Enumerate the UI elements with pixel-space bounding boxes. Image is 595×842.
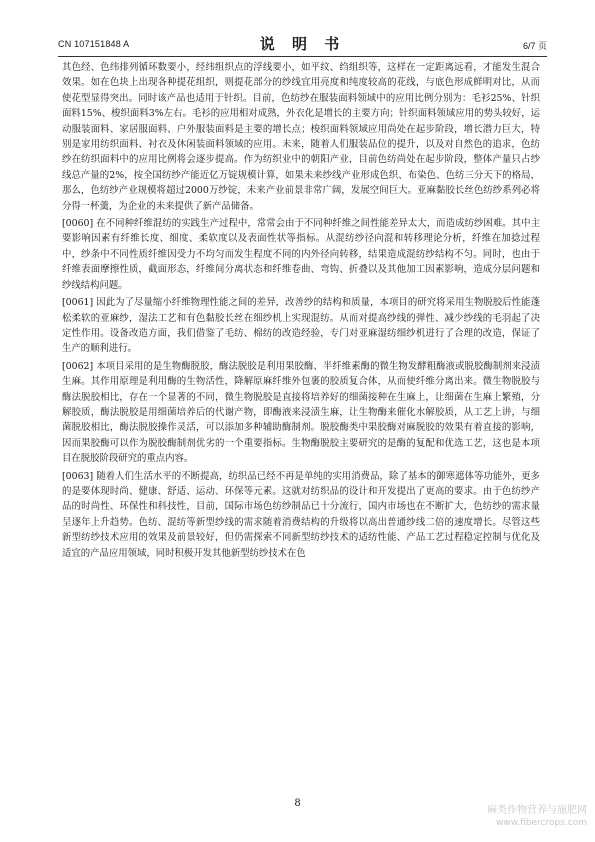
paragraph-0060 <box>62 216 540 293</box>
paragraph-text: 其色经、色纬排列循环数要小，经纬组织点的浮线要小，如平纹、绉组织等，这样在一定距离远看，才能发生混合效果。如在色块上出现各种提花组织，则提花部分的纱线宜用亮度和纯度较高的花线，与底色形成鲜明对比，从而使花型显得突出。同时该产品也适用于针织。目前，色纺纱在服装面料领域中的应用比例分别为：毛衫25%、针织面料15%、梭织面料3%左右。毛衫的应用相对成熟，外衣化是增长的主要方向；针织面料领域应用的势头较好，运动服装面料、家居服面料、户外服装面料是主要的增长点；梭织面料领域应用尚处在起步阶段，增长潜力巨大，特别是家用纺织面料、衬衣及休闲装面料领域的应用。未来，随着人们服装品位的提升，以及对自然色的追求，色纺纱在纺织面料中的应用比例将会逐步提高。作为纺织业中的朝阳产业，目前色纺尚处在起步阶段，整体产量只占纱线总产量的2%，按全国纺纱产能近亿万锭规模计算，如果未来纱线产业形成色织、布染色、色纺三分天下的格局，那么，色纺纱产业规模将超过2000万纱锭，未来产业前景非常广阔，发展空间巨大。亚麻黏胶长丝色纺纱系列必将分得一杯羹，为企业的未来提供了新产品储备。 <box>62 62 540 212</box>
page-number: 8 <box>294 798 301 809</box>
watermark-url: www.fibercrops.com <box>496 818 587 828</box>
document-body <box>62 60 540 563</box>
watermark-title: 麻类作物营养与施肥网 <box>487 805 587 816</box>
page-header <box>58 33 547 57</box>
paragraph-number: [0060] <box>62 218 94 230</box>
patent-number: CN 107151848 A <box>58 39 130 49</box>
paragraph-number: [0061] <box>62 297 94 309</box>
paragraph-text: 随着人们生活水平的不断提高，纺织品已经不再是单纯的实用消费品，除了基本的御寒遮体等功能外，更多的是要体现时尚、健康、舒适、运动、环保等元素。这就对纺织品的设计和开发提出了更高的要求。由于色纺纱产品的时尚性、环保性和科技性，目前，国际市场色纺纱制品已十分流行，国内市场也在不断扩大，色纺纱的需求量呈逐年上升趋势。色纺、混纺等新型纱线的需求随着消费结构的升级将以高出普通纱线二倍的速度增长。尽管这些新型纺纱技术应用的效果及前景较好，但仍需探索不同新型纺纱技术的适纺性能、产品工艺过程稳定控制与优化及适宜的产品应用领域，同时积极开发其他新型纺纱技术在色 <box>62 470 540 559</box>
paragraph-0061 <box>62 295 540 357</box>
paragraph-text: 因此为了尽量缩小纤维物理性能之间的差异，改善纱的结构和质量，本项目的研究将采用生物脱胶后性能蓬松柔软的亚麻纱，湿法工艺和有色黏胶长丝在细纱机上实现混纺。从而对提高纱线的弹性、减少纱线的毛羽起了决定性作用。设备改造方面，我们借鉴了毛纺、棉纺的改造经验，专门对亚麻湿纺细纱机进行了合理的改造，保证了生产的顺利进行。 <box>62 297 540 355</box>
paragraph-number: [0063] <box>62 470 94 482</box>
document-title: 说 明 书 <box>259 35 346 53</box>
paragraph-number: [0062] <box>62 360 94 372</box>
header-rule <box>58 56 547 57</box>
paragraph-text: 在不同种纤维混纺的实践生产过程中，常常会由于不同种纤维之间性能差异太大，而造成纺纱困难。其中主要影响因素有纤维长度、细度、柔软度以及表面性状等指标。从混纺纱径向混和转移理论分析，纤维在加捻过程中，纱条中不同性质纤维因受力不均匀而发生程度不同的内外径向转移，结果造成混纺纱结构不匀。同时，也由于纤维表面摩擦性质，截面形态，纤维间分离状态和纤维卷曲、弯钩、折叠以及其他加工因素影响，造成分层问题和纱线结构问题。 <box>62 218 540 291</box>
paragraph-0062 <box>62 359 540 467</box>
site-watermark <box>487 804 587 830</box>
page-fraction: 6/7 页 <box>522 41 547 51</box>
paragraph-text: 本项目采用的是生物酶脱胶，酶法脱胶是利用果胶酶、半纤维素酶的微生物发酵粗酶液或脱胶酶制剂来浸渍生麻。其作用原理是利用酶的生物活性，降解原麻纤维外包裹的胶质复合体，从而使纤维分离出来。微生物脱胶与酶法脱胶相比，存在一个显著的不同，微生物脱胶是直接将培养好的细菌接种在生麻上，让细菌在生麻上繁殖，分解胶质，酶法脱胶是用细菌培养后的代谢产物，即酶液来浸渍生麻，让生物酶来催化水解胶质，从工艺上讲，与细菌脱胶相比，酶法脱胶操作灵活，可以添加多种辅助酶制剂。脱胶酶类中果胶酶对麻脱胶的效果有着直接的影响，因而果胶酶可以作为脱胶酶制剂优劣的一个重要指标。生物酶脱胶主要研究的是酶的复配和优选工艺，这也是本项目在脱胶阶段研究的重点内容。 <box>62 360 540 465</box>
paragraph-continued <box>62 60 540 214</box>
paragraph-0063 <box>62 469 540 561</box>
